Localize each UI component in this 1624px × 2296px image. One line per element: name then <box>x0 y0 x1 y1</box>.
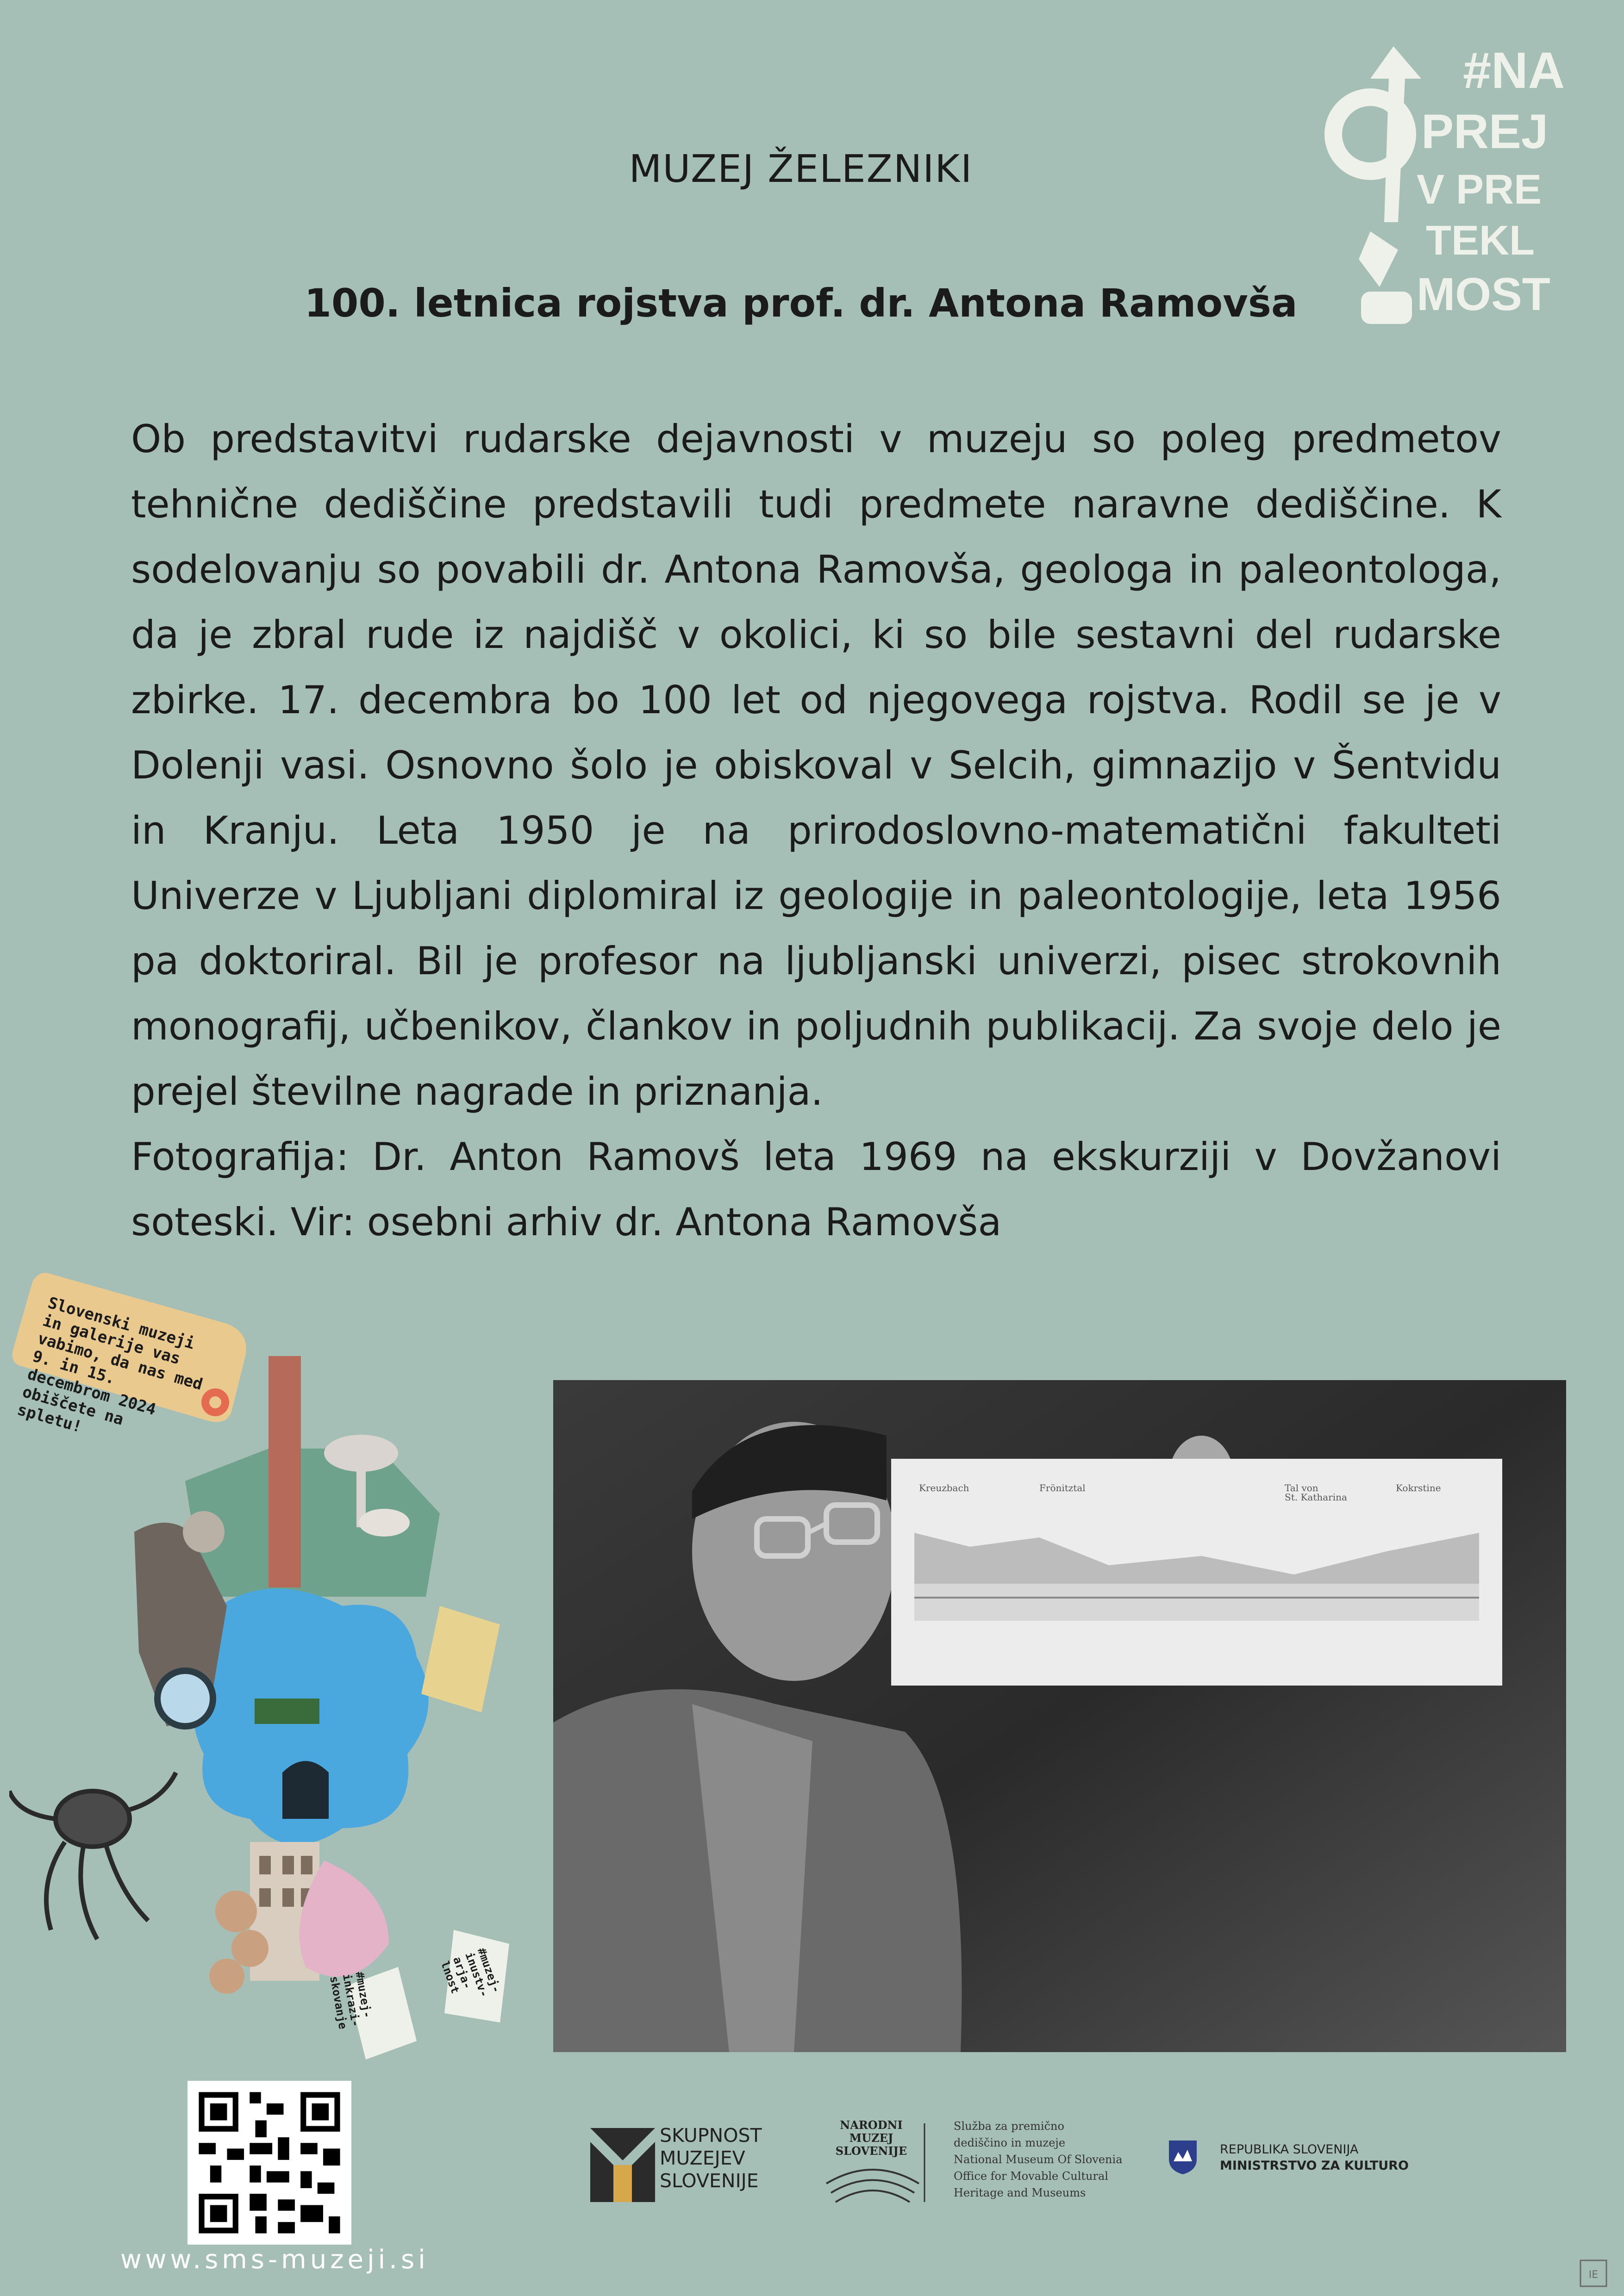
historical-photo <box>553 1380 1566 2052</box>
corner-mark-text: IE <box>1588 2269 1599 2281</box>
body-text <box>131 406 1501 1255</box>
profile-label-3: St. Katharina <box>1285 1492 1347 1503</box>
national-museum-desc-line-1: Služba za premično <box>954 2120 1064 2133</box>
ministry-line-2: MINISTRSTVO ZA KULTURO <box>1220 2159 1409 2173</box>
national-museum-desc-line-3: National Museum Of Slovenia <box>954 2153 1123 2166</box>
website-link[interactable]: www.sms-muzeji.si <box>120 2245 429 2275</box>
national-museum-desc-line-2: dediščino in muzeje <box>954 2136 1066 2149</box>
invitation-tag-text: Slovenski muzeji in galerije vas vabimo, da nas med 9. in 15. decembrom 2024 obiščete na spletu! <box>15 1294 205 1437</box>
national-museum-name-line-1: NARODNI <box>840 2118 903 2132</box>
sms-logo-line-3: SLOVENIJE <box>660 2170 759 2192</box>
campaign-logo-line-1: #NA <box>1463 42 1565 99</box>
campaign-logo-line-2: PREJ <box>1421 105 1549 159</box>
profile-label-1: Kreuzbach <box>919 1482 969 1493</box>
sms-logo-line-2: MUZEJEV <box>660 2147 745 2169</box>
national-museum-name-line-3: SLOVENIJE <box>835 2144 907 2158</box>
campaign-logo <box>1315 28 1593 333</box>
corner-mark-icon <box>1580 2259 1607 2287</box>
profile-label-4: Tal von <box>1285 1482 1318 1493</box>
ministry-text <box>1220 2141 1409 2174</box>
poster-title: 100. letnica rojstva prof. dr. Antona Ramovša <box>304 280 1298 326</box>
slovenia-coat-of-arms-icon <box>1167 2138 1199 2175</box>
hashtag-tag-1: #muzej-inkrazi-skovanje <box>327 1971 374 2030</box>
hashtag-tag-2: #muzej-inustv-arja-lnost <box>438 1946 503 1999</box>
photo-caption: Fotografija: Dr. Anton Ramovš leta 1969 na ekskurziji v Dovžanovi soteski. Vir: osebni arhiv dr. Antona Ramovša <box>131 1134 1501 1244</box>
profile-label-2: Frönitztal <box>1039 1482 1086 1493</box>
sms-logo-text <box>660 2124 762 2192</box>
campaign-logo-line-5: MOST <box>1417 268 1550 320</box>
campaign-logo-line-3: V PRE <box>1417 167 1542 213</box>
ministry-line-1: REPUBLIKA SLOVENIJA <box>1220 2142 1359 2157</box>
national-museum-desc-line-4: Office for Movable Cultural <box>954 2170 1108 2183</box>
national-museum-name-line-2: MUZEJ <box>849 2131 893 2145</box>
qr-code[interactable] <box>187 2081 351 2245</box>
body-paragraph: Ob predstavitvi rudarske dejavnosti v muzeju so poleg predmetov tehnične dediščine predstavili tudi predmete naravne dediščine. K sodelovanju so povabili dr. Antona Ramovša, geologa in paleontologa, da je zbral rude iz najdišč v okolici, ki so bile sestavni del rudarske zbirke. 17. decembra bo 100 let od njegovega rojstva. Rodil se je v Dolenji vasi. Osnovno šolo je obiskoval v Selcih, gimnazijo v Šentvidu in Kranju. Leta 1950 je na prirodoslovno-matematični fakulteti Univerze v Ljubljani diplomiral iz geologije in paleontologije, leta 1956 pa doktoriral. Bil je profesor na ljubljanski univerzi, pisec strokovnih monografij, učbenikov, člankov in poljudnih publikacij. Za svoje delo je prejel številne nagrade in priznanja. <box>131 417 1501 1114</box>
sms-logo-line-1: SKUPNOST <box>660 2124 762 2147</box>
profile-label-5: Kokrstine <box>1396 1482 1441 1493</box>
national-museum-name <box>816 2119 927 2158</box>
national-museum-desc-line-5: Heritage and Museums <box>954 2186 1086 2199</box>
campaign-logo-line-4: TEKL <box>1426 218 1535 264</box>
national-museum-description <box>954 2118 1123 2201</box>
museum-name: MUZEJ ŽELEZNIKI <box>629 147 973 191</box>
